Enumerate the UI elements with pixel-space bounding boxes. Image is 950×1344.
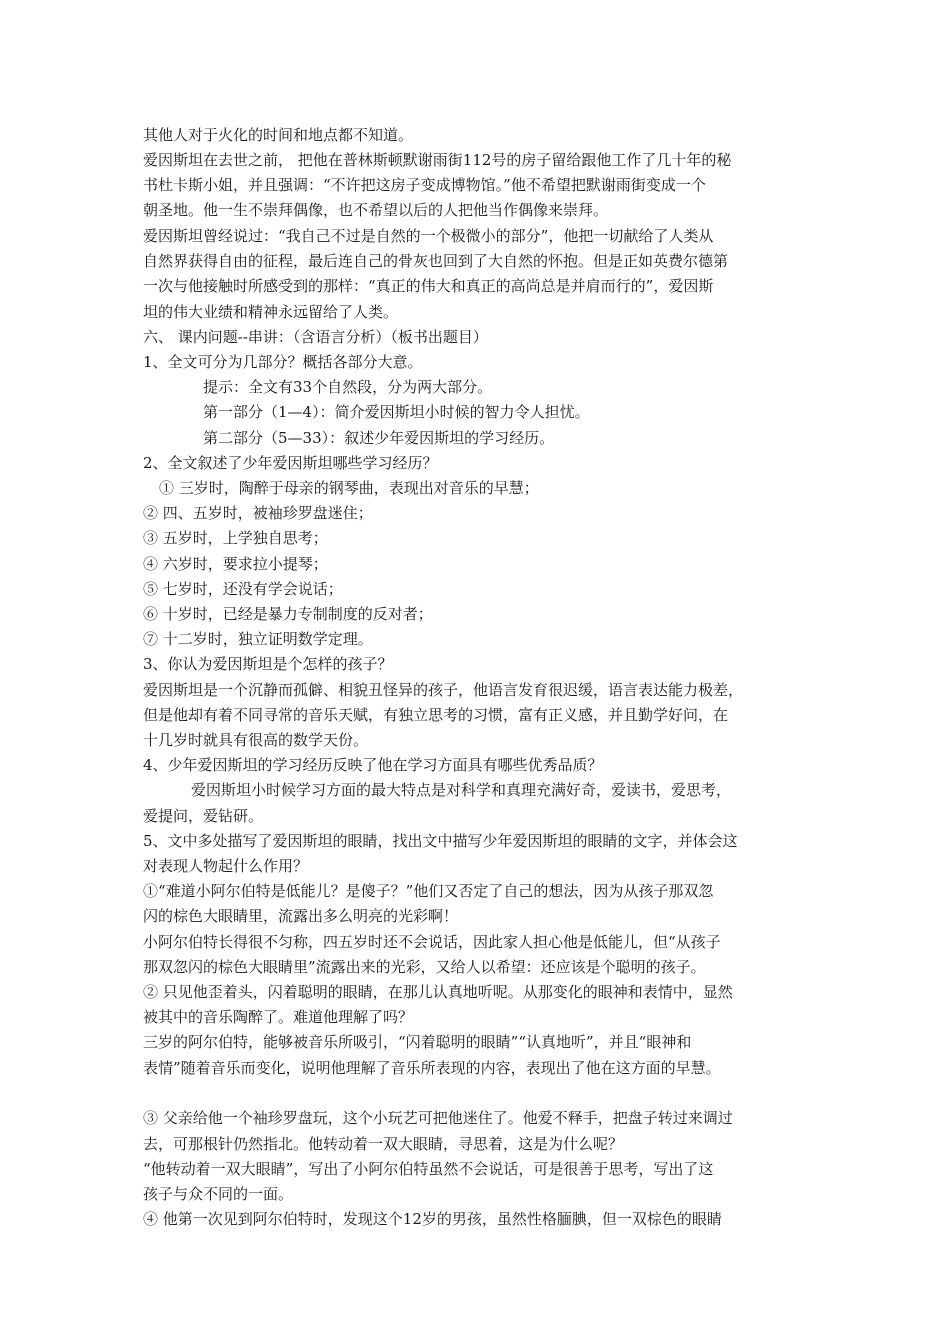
text-line: 第二部分（5—33）：叙述少年爱因斯坦的学习经历。 [203,429,555,447]
text-line: 爱因斯坦是一个沉静而孤僻、相貌丑怪异的孩子，他语言发育很迟缓，语言表达能力极差， [143,681,744,699]
text-line: ① 三岁时，陶醉于母亲的钢琴曲，表现出对音乐的早慧； [159,479,539,497]
text-line: ④ 他第一次见到阿尔伯特时，发现这个12岁的男孩，虽然性格腼腆，但一双棕色的眼睛 [143,1210,722,1228]
text-line: 5、文中多处描写了爱因斯坦的眼睛，找出文中描写少年爱因斯坦的眼睛的文字，并体会这 [143,832,738,850]
text-line: 自然界获得自由的征程，最后连自己的骨灰也回到了大自然的怀抱。但是正如英费尔德第 [143,252,729,270]
text-line: ③ 父亲给他一个袖珍罗盘玩，这个小玩艺可把他迷住了。他爱不释手，把盘子转过来调过 [143,1109,733,1127]
text-line: 小阿尔伯特长得很不匀称，四五岁时还不会说话，因此家人担心他是低能儿，但“从孩子 [143,933,721,951]
text-line: 第一部分（1—4）：简介爱因斯坦小时候的智力令人担忧。 [203,403,590,421]
text-line: ⑦ 十二岁时，独立证明数学定理。 [143,630,373,648]
text-line: 一次与他接触时所感受到的那样：“真正的伟大和真正的高尚总是并肩而行的”，爱因斯 [143,277,714,295]
text-line: 4、少年爱因斯坦的学习经历反映了他在学习方面具有哪些优秀品质？ [143,756,603,774]
text-line: 朝圣地。他一生不崇拜偶像，也不希望以后的人把他当作偶像来崇拜。 [143,201,609,219]
text-line: 1、全文可分为几部分？概括各部分大意。 [143,353,423,371]
text-line: 爱提问，爱钻研。 [143,807,264,825]
text-line: 3、你认为爱因斯坦是个怎样的孩子？ [143,655,393,673]
text-line: 提示：全文有33个自然段，分为两大部分。 [203,378,493,396]
text-line: 坦的伟大业绩和精神永远留给了人类。 [143,303,399,321]
text-line: 孩子与众不同的一面。 [143,1185,294,1203]
text-line: 爱因斯坦在去世之前， 把他在普林斯顿默谢雨街112号的房子留给跟他工作了几十年的秘 [143,151,732,169]
text-line: 书杜卡斯小姐，并且强调：“不许把这房子变成博物馆。”他不希望把默谢雨街变成一个 [143,176,706,194]
text-line: 去，可那根针仍然指北。他转动着一双大眼睛，寻思着，这是为什么呢？ [143,1135,624,1153]
text-line: 爱因斯坦曾经说过：“我自己不过是自然的一个极微小的部分”，他把一切献给了人类从 [143,227,714,245]
text-line: 表情”随着音乐而变化，说明他理解了音乐所表现的内容，表现出了他在这方面的早慧。 [143,1059,721,1077]
text-line: 2、全文叙述了少年爱因斯坦哪些学习经历？ [143,454,438,472]
text-line: ⑥ 十岁时，已经是暴力专制制度的反对者； [143,605,433,623]
text-line: ② 四、五岁时，被袖珍罗盘迷住； [143,504,373,522]
text-line: 六、 课内问题--串讲：（含语言分析）（板书出题目） [143,328,488,346]
text-line: 其他人对于火化的时间和地点都不知道。 [143,126,414,144]
text-line: 但是他却有着不同寻常的音乐天赋，有独立思考的习惯，富有正义感，并且勤学好问，在 [143,706,729,724]
text-line: ③ 五岁时，上学独自思考； [143,529,328,547]
text-line: 那双忽闪的棕色大眼睛里”流露出来的光彩，又给人以希望：还应该是个聪明的孩子。 [143,958,706,976]
text-line: ①“难道小阿尔伯特是低能儿？是傻子？”他们又否定了自己的想法，因为从孩子那双忽 [143,882,714,900]
text-line: “他转动着一双大眼睛”，写出了小阿尔伯特虽然不会说话，可是很善于思考，写出了这 [143,1160,714,1178]
text-line: ② 只见他歪着头，闪着聪明的眼睛，在那儿认真地听呢。从那变化的眼神和表情中，显然 [143,983,733,1001]
text-line: ⑤ 七岁时，还没有学会说话； [143,580,343,598]
text-line: ④ 六岁时，要求拉小提琴； [143,555,328,573]
text-line: 爱因斯坦小时候学习方面的最大特点是对科学和真理充满好奇，爱读书，爱思考， [191,781,732,799]
text-line: 闪的棕色大眼睛里，流露出多么明亮的光彩啊！ [143,907,459,925]
text-line: 被其中的音乐陶醉了。难道他理解了吗？ [143,1008,414,1026]
text-line: 三岁的阿尔伯特，能够被音乐所吸引，“闪着聪明的眼睛”“认真地听”，并且“眼神和 [143,1033,692,1051]
text-line: 十几岁时就具有很高的数学天份。 [143,731,369,749]
text-line: 对表现人物起什么作用？ [143,857,309,875]
